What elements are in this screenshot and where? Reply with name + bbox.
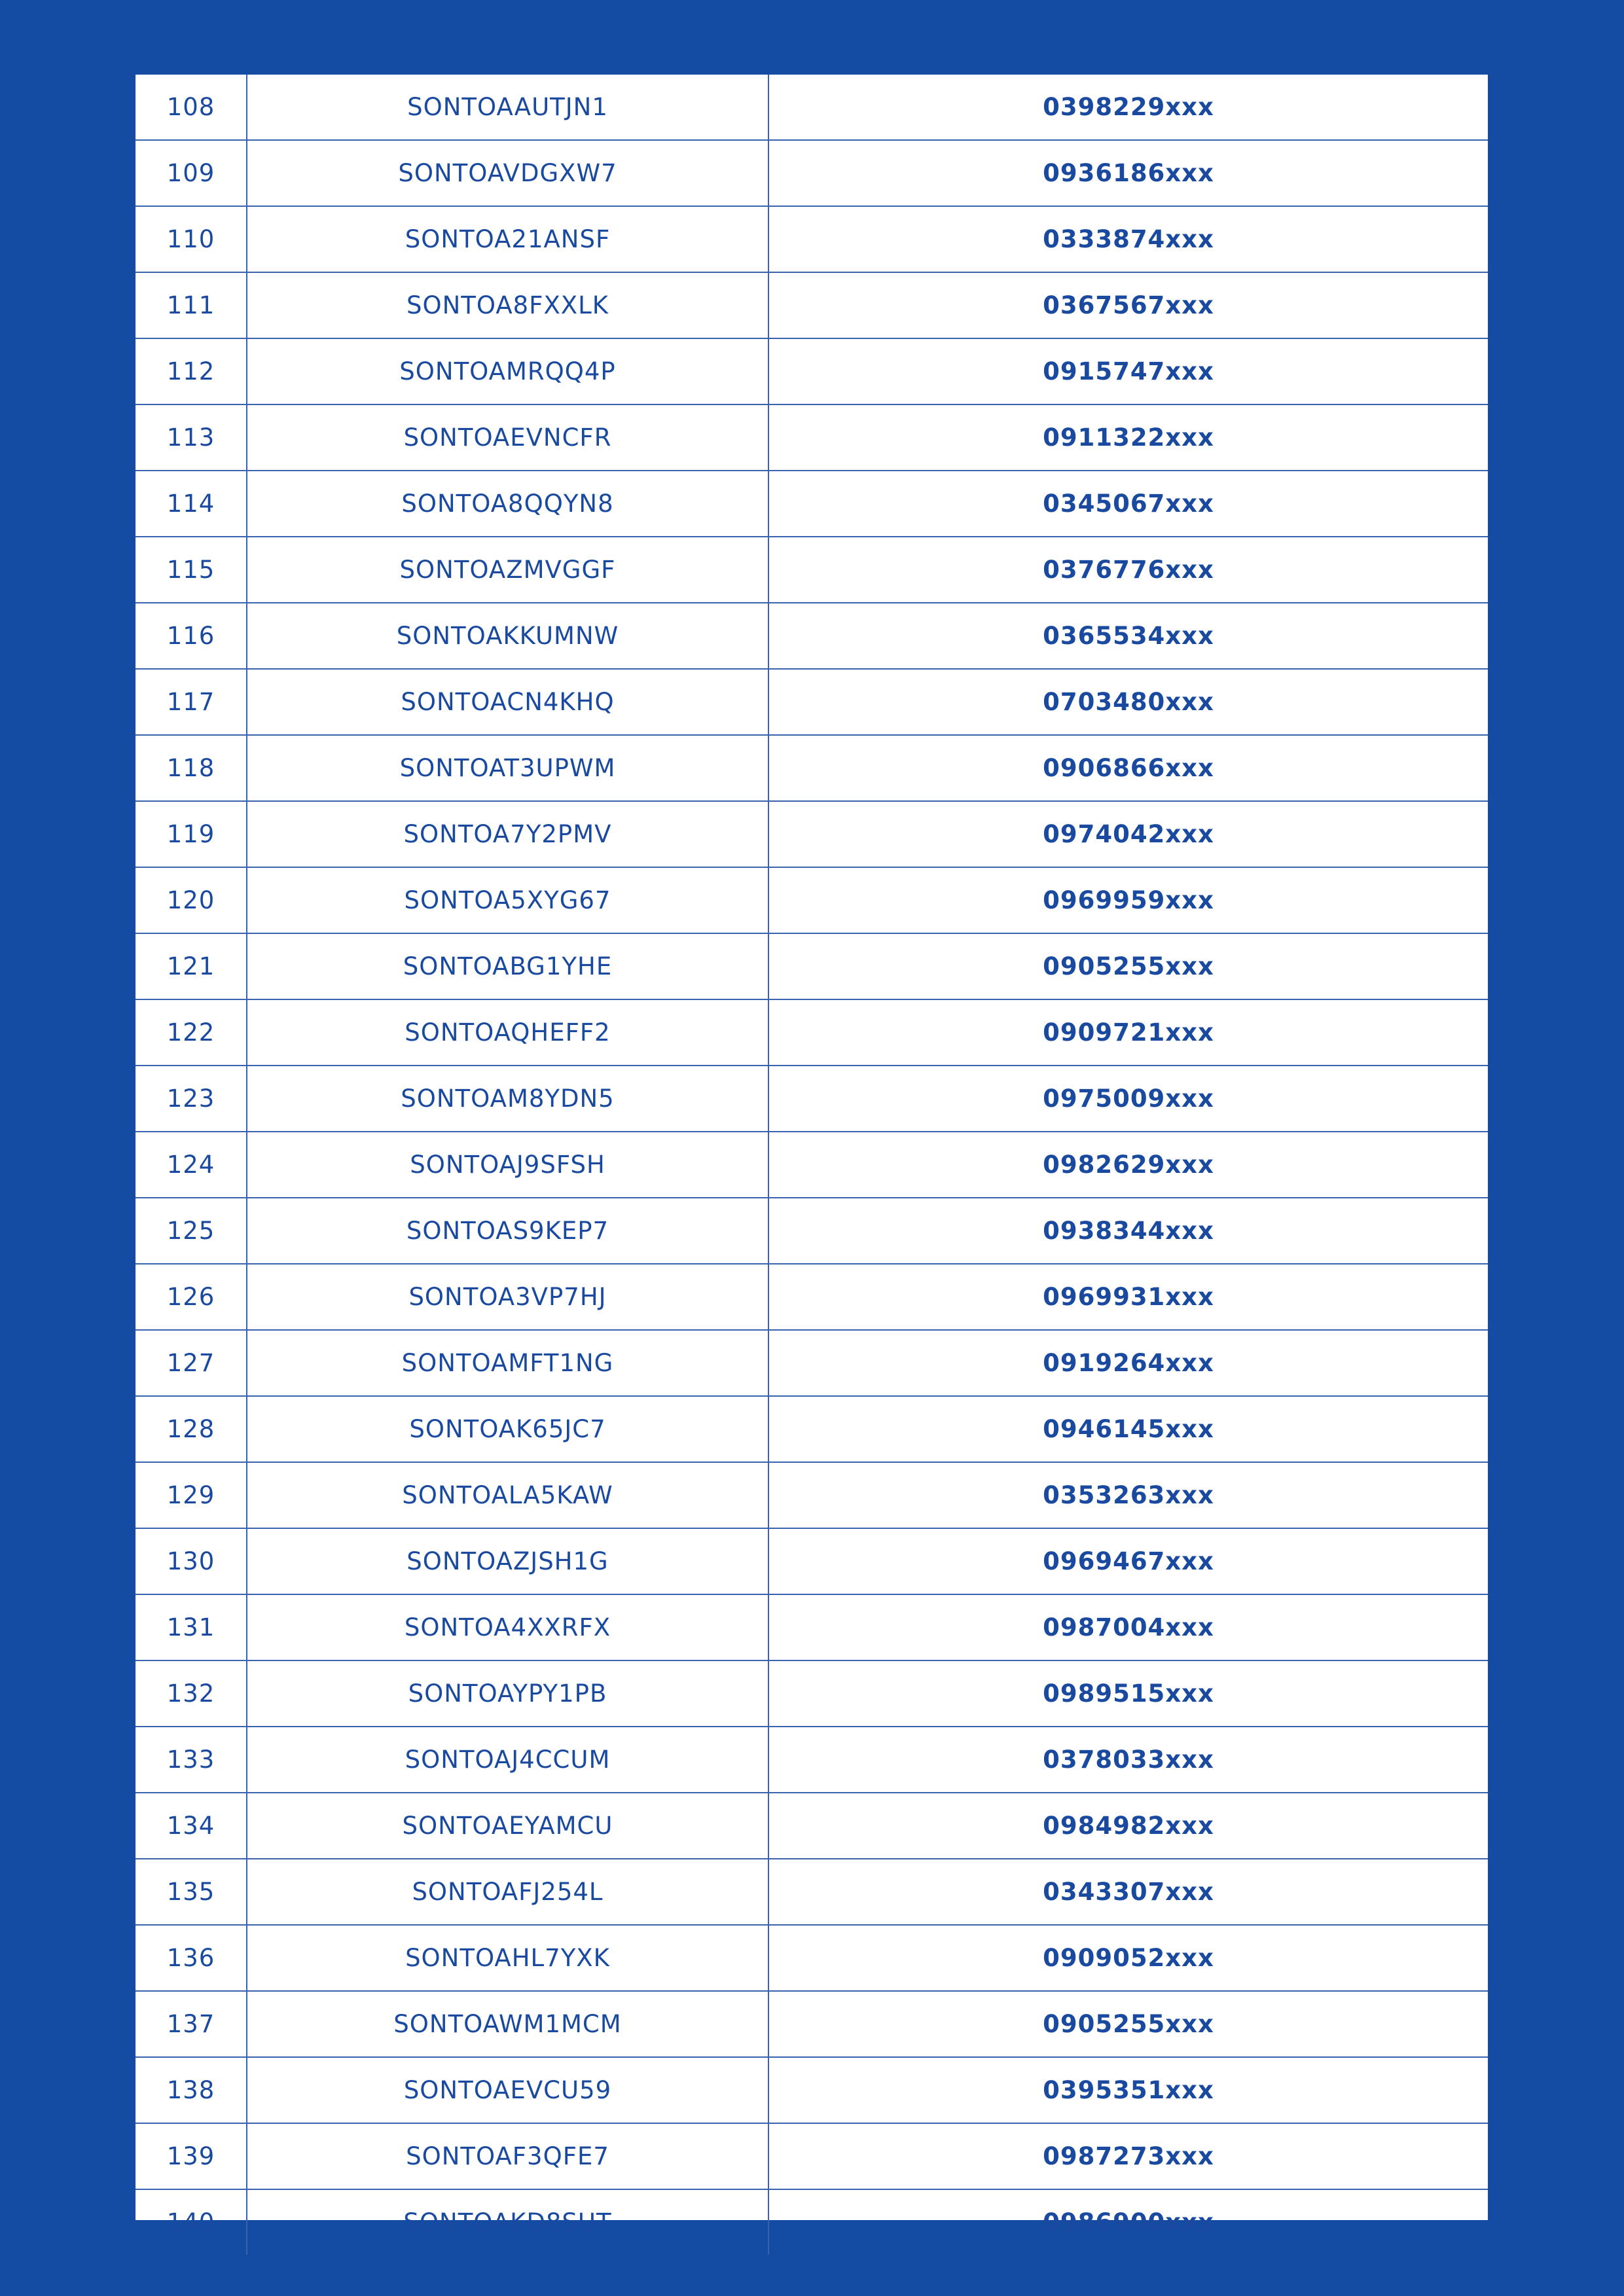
phone-cell: 0703480xxx: [768, 669, 1488, 735]
row-number-cell: 109: [135, 140, 247, 206]
row-number-cell: 130: [135, 1528, 247, 1594]
phone-cell: 0982629xxx: [768, 1132, 1488, 1198]
row-number-cell: 119: [135, 801, 247, 867]
row-number-cell: 127: [135, 1330, 247, 1396]
phone-cell: 0905255xxx: [768, 1991, 1488, 2057]
phone-cell: 0909721xxx: [768, 999, 1488, 1066]
phone-cell: 0946145xxx: [768, 1396, 1488, 1462]
row-number-cell: 135: [135, 1859, 247, 1925]
table-row: [135, 1330, 1488, 1396]
table-row: [135, 603, 1488, 669]
code-cell: SONTOAJ4CCUM: [247, 1727, 768, 1793]
phone-cell: 0969959xxx: [768, 867, 1488, 933]
table-row: [135, 537, 1488, 603]
row-number-cell: 110: [135, 206, 247, 272]
table-row: [135, 1991, 1488, 2057]
phone-cell: 0936186xxx: [768, 140, 1488, 206]
table-row: [135, 206, 1488, 272]
table-row: [135, 140, 1488, 206]
row-number-cell: 123: [135, 1066, 247, 1132]
table-row: [135, 867, 1488, 933]
code-cell: SONTOABG1YHE: [247, 933, 768, 999]
row-number-cell: 112: [135, 338, 247, 404]
code-cell: SONTOA8FXXLK: [247, 272, 768, 338]
table-row: [135, 1727, 1488, 1793]
table-body: [135, 75, 1488, 2255]
phone-cell: 0345067xxx: [768, 471, 1488, 537]
phone-cell: 0911322xxx: [768, 404, 1488, 471]
table-row: [135, 1264, 1488, 1330]
row-number-cell: 133: [135, 1727, 247, 1793]
code-cell: SONTOAEVNCFR: [247, 404, 768, 471]
phone-cell: 0919264xxx: [768, 1330, 1488, 1396]
code-cell: SONTOAYPY1PB: [247, 1660, 768, 1727]
code-cell: SONTOAWM1MCM: [247, 1991, 768, 2057]
table-row: [135, 2057, 1488, 2123]
table-row: [135, 1132, 1488, 1198]
phone-cell: 0987004xxx: [768, 1594, 1488, 1660]
phone-cell: 0378033xxx: [768, 1727, 1488, 1793]
phone-cell: 0365534xxx: [768, 603, 1488, 669]
code-cell: SONTOAHL7YXK: [247, 1925, 768, 1991]
table-row: [135, 1925, 1488, 1991]
code-cell: SONTOAQHEFF2: [247, 999, 768, 1066]
table-sheet: [135, 75, 1488, 2236]
table-row: [135, 669, 1488, 735]
code-cell: SONTOA8QQYN8: [247, 471, 768, 537]
table-row: [135, 1793, 1488, 1859]
code-cell: SONTOAMFT1NG: [247, 1330, 768, 1396]
code-cell: SONTOAFJ254L: [247, 1859, 768, 1925]
table-row: [135, 933, 1488, 999]
code-cell: SONTOAK65JC7: [247, 1396, 768, 1462]
code-cell: SONTOA3VP7HJ: [247, 1264, 768, 1330]
row-number-cell: 126: [135, 1264, 247, 1330]
code-cell: SONTOA7Y2PMV: [247, 801, 768, 867]
phone-cell: 0989515xxx: [768, 1660, 1488, 1727]
table-row: [135, 75, 1488, 140]
table-row: [135, 272, 1488, 338]
table-row: [135, 1396, 1488, 1462]
row-number-cell: 115: [135, 537, 247, 603]
phone-cell: 0915747xxx: [768, 338, 1488, 404]
row-number-cell: 131: [135, 1594, 247, 1660]
row-number-cell: 122: [135, 999, 247, 1066]
row-number-cell: 138: [135, 2057, 247, 2123]
row-number-cell: 136: [135, 1925, 247, 1991]
code-cell: SONTOAF3QFE7: [247, 2123, 768, 2189]
row-number-cell: 114: [135, 471, 247, 537]
code-cell: SONTOA4XXRFX: [247, 1594, 768, 1660]
table-row: [135, 1066, 1488, 1132]
table-row: [135, 999, 1488, 1066]
code-cell: SONTOAVDGXW7: [247, 140, 768, 206]
row-number-cell: 120: [135, 867, 247, 933]
phone-cell: 0395351xxx: [768, 2057, 1488, 2123]
phone-cell: 0905255xxx: [768, 933, 1488, 999]
row-number-cell: 132: [135, 1660, 247, 1727]
phone-cell: 0975009xxx: [768, 1066, 1488, 1132]
phone-cell: 0906866xxx: [768, 735, 1488, 801]
table-row: [135, 404, 1488, 471]
code-cell: SONTOACN4KHQ: [247, 669, 768, 735]
code-cell: SONTOAZJSH1G: [247, 1528, 768, 1594]
code-cell: SONTOAS9KEP7: [247, 1198, 768, 1264]
table-row: [135, 1660, 1488, 1727]
table-row: [135, 1198, 1488, 1264]
code-cell: SONTOAZMVGGF: [247, 537, 768, 603]
row-number-cell: 125: [135, 1198, 247, 1264]
phone-cell: 0986900xxx: [768, 2189, 1488, 2255]
phone-cell: 0974042xxx: [768, 801, 1488, 867]
table-row: [135, 1528, 1488, 1594]
phone-cell: 0376776xxx: [768, 537, 1488, 603]
row-number-cell: 116: [135, 603, 247, 669]
code-cell: SONTOAKKUMNW: [247, 603, 768, 669]
code-table: [135, 75, 1488, 2255]
row-number-cell: 128: [135, 1396, 247, 1462]
code-cell: SONTOAKD8SUT: [247, 2189, 768, 2255]
phone-cell: 0398229xxx: [768, 75, 1488, 140]
row-number-cell: 111: [135, 272, 247, 338]
table-row: [135, 2123, 1488, 2189]
code-cell: SONTOAAUTJN1: [247, 75, 768, 140]
row-number-cell: 134: [135, 1793, 247, 1859]
row-number-cell: 137: [135, 1991, 247, 2057]
table-row: [135, 1859, 1488, 1925]
row-number-cell: 139: [135, 2123, 247, 2189]
row-number-cell: 121: [135, 933, 247, 999]
code-cell: SONTOALA5KAW: [247, 1462, 768, 1528]
code-cell: SONTOAMRQQ4P: [247, 338, 768, 404]
table-row: [135, 1594, 1488, 1660]
phone-cell: 0909052xxx: [768, 1925, 1488, 1991]
table-row: [135, 338, 1488, 404]
phone-cell: 0969467xxx: [768, 1528, 1488, 1594]
table-row: [135, 735, 1488, 801]
row-number-cell: 108: [135, 75, 247, 140]
table-row: [135, 801, 1488, 867]
phone-cell: 0353263xxx: [768, 1462, 1488, 1528]
phone-cell: 0343307xxx: [768, 1859, 1488, 1925]
row-number-cell: 117: [135, 669, 247, 735]
phone-cell: 0987273xxx: [768, 2123, 1488, 2189]
code-cell: SONTOAJ9SFSH: [247, 1132, 768, 1198]
phone-cell: 0938344xxx: [768, 1198, 1488, 1264]
table-row: [135, 471, 1488, 537]
table-row: [135, 2189, 1488, 2255]
phone-cell: 0367567xxx: [768, 272, 1488, 338]
row-number-cell: 124: [135, 1132, 247, 1198]
code-cell: SONTOAM8YDN5: [247, 1066, 768, 1132]
row-number-cell: 140: [135, 2189, 247, 2255]
code-cell: SONTOAEVCU59: [247, 2057, 768, 2123]
phone-cell: 0969931xxx: [768, 1264, 1488, 1330]
table-row: [135, 1462, 1488, 1528]
row-number-cell: 118: [135, 735, 247, 801]
code-cell: SONTOA5XYG67: [247, 867, 768, 933]
code-cell: SONTOAEYAMCU: [247, 1793, 768, 1859]
code-cell: SONTOA21ANSF: [247, 206, 768, 272]
code-cell: SONTOAT3UPWM: [247, 735, 768, 801]
row-number-cell: 113: [135, 404, 247, 471]
row-number-cell: 129: [135, 1462, 247, 1528]
phone-cell: 0984982xxx: [768, 1793, 1488, 1859]
phone-cell: 0333874xxx: [768, 206, 1488, 272]
